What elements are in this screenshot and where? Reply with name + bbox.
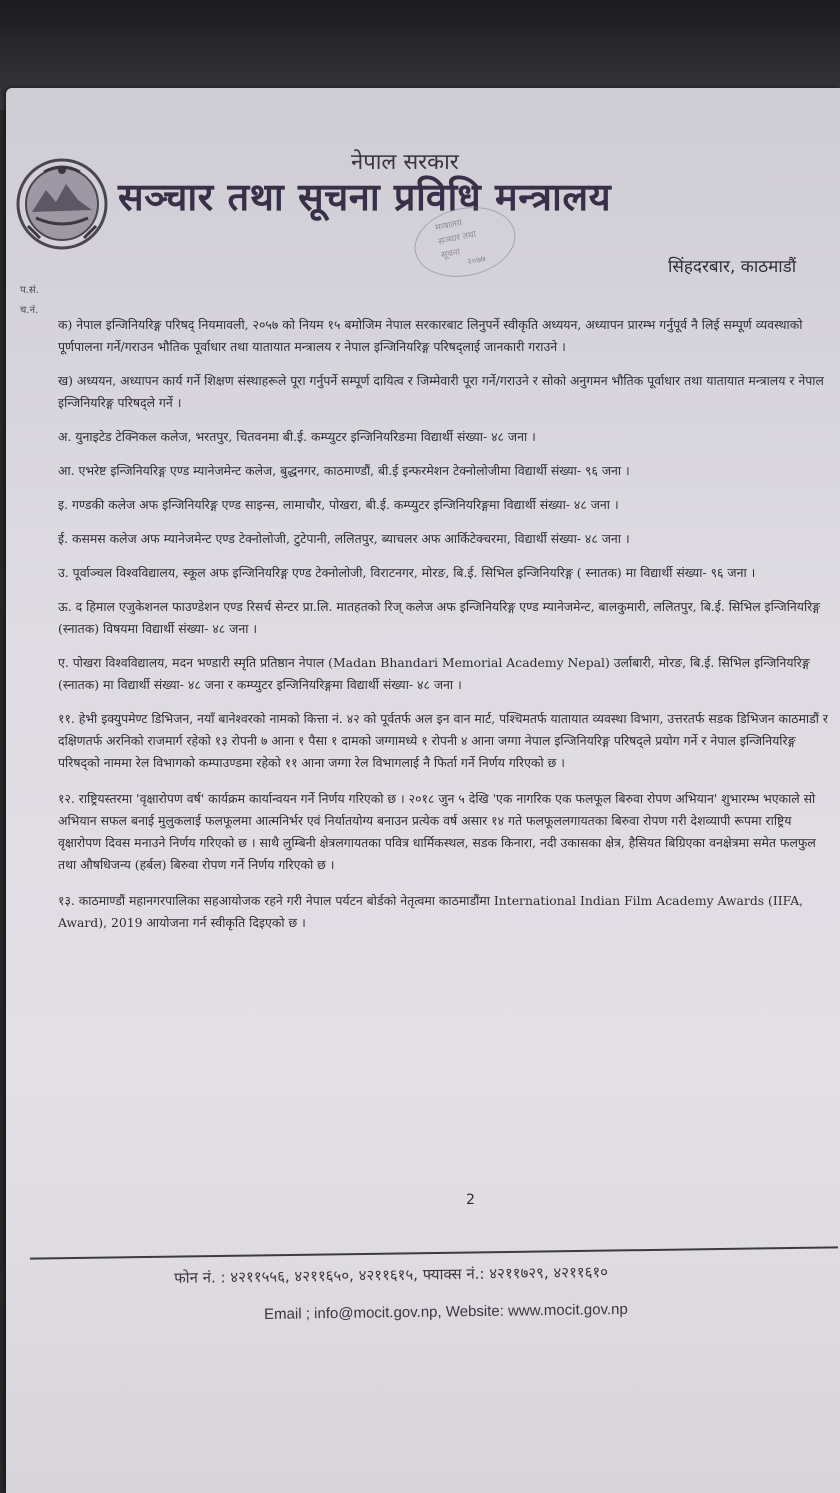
- stamp-text: मन्त्रालय: [434, 218, 464, 234]
- decision-13: १३. काठमाण्डौं महानगरपालिका सहआयोजक रहने गरी नेपाल पर्यटन बोर्डको नेतृत्वमा काठमाडौंमा International Indian Film Academy Awards (IIFA, Award), 2019 आयोजना गर्न स्वीकृति दिइएको छ ।: [58, 893, 804, 930]
- list-item-aa: आ. एभरेष्ट इन्जिनियरिङ्ग एण्ड म्यानेजमेन्ट कलेज, बुद्धनगर, काठमाण्डौं, बी.ई इन्फरमेशन टेक्नोलोजीमा विद्यार्थी संख्या- ९६ जना ।: [58, 463, 630, 478]
- decision-11: ११. हेभी इक्युपमेण्ट डिभिजन, नयाँ बानेश्वरको नामको कित्ता नं. ४२ को पूर्वतर्फ अल इन वान मार्ट, पश्चिमतर्फ यातायात व्यवस्था विभाग, उत्तरतर्फ सडक डिभिजन काठमाडौं र दक्षिणतर्फ अरनिको राजमार्ग रहेको १३ रोपनी ७ आना १ पैसा १ दामको जग्गामध्ये १ रोपनी ४ आना जग्गा नेपाल इन्जिनियरिङ्ग परिषद्ले प्रयोग गर्ने र नेपाल इन्जिनियरिङ्ग परिषद्को नाममा रेल विभागको कम्पाउण्डमा रहेको ११ आना जग्गा रेल विभागलाई नै फिर्ता गर्ने निर्णय गरिएको छ ।: [58, 711, 828, 770]
- list-item-e: ए. पोखरा विश्वविद्यालय, मदन भण्डारी स्मृति प्रतिष्ठान नेपाल (Madan Bhandari Memorial Academy Nepal) उर्लाबारी, मोरङ, बि.ई. सिभिल इन्जिनियरिङ्ग (स्नातक) मा विद्यार्थी संख्या- ४८ जना र कम्प्युटर इन्जिनियरिङ्गमा विद्यार्थी संख्या- ४८ जना ।: [58, 655, 810, 692]
- dispatch-number-label: च.नं.: [20, 305, 39, 316]
- ministry-name: सञ्चार तथा सूचना प्रविधि मन्त्रालय: [118, 175, 612, 219]
- list-item-ii: ई. कसमस कलेज अफ म्यानेजमेन्ट एण्ड टेक्नोलोजी, टुटेपानी, ललितपुर, ब्याचलर अफ आर्किटेक्चरमा, विद्यार्थी संख्या- ४८ जना ।: [58, 531, 630, 546]
- stamp-text: २०७७: [466, 254, 487, 268]
- letterhead: [6, 88, 840, 288]
- paragraph-ka: क) नेपाल इन्जिनियरिङ्ग परिषद् नियमावली, २०५७ को नियम १५ बमोजिम नेपाल सरकारबाट लिनुपर्ने स्वीकृति अध्ययन, अध्यापन प्रारम्भ गर्नुपूर्व नै लिई सम्पूर्ण व्यवस्थाको पूर्णपालना गर्ने/गराउन भौतिक पूर्वाधार तथा यातायात मन्त्रालय र नेपाल इन्जिनियरिङ्ग परिषद्लाई जानकारी गराउने ।: [58, 317, 803, 354]
- list-item-uu: ऊ. द हिमाल एजुकेशनल फाउण्डेशन एण्ड रिसर्च सेन्टर प्रा.लि. मातहतको रिज् कलेज अफ इन्जिनियरिङ्ग एण्ड म्यानेजमेन्ट, बालकुमारी, ललितपुर, बि.ई. सिभिल इन्जिनियरिङ्ग (स्नातक) विषयमा विद्यार्थी संख्या- ४८ जना ।: [58, 599, 821, 636]
- footer-email-website: Email ; info@mocit.gov.np, Website: www.mocit.gov.np: [264, 1300, 628, 1323]
- paragraph-kha: ख) अध्ययन, अध्यापन कार्य गर्ने शिक्षण संस्थाहरूले पूरा गर्नुपर्ने सम्पूर्ण दायित्व र जिम्मेवारी पूरा गर्ने/गराउने र सोको अनुगमन भौतिक पूर्वाधार तथा यातायात मन्त्रालय र नेपाल इन्जिनियरिङ्ग परिषद्ले गर्ने ।: [58, 373, 824, 410]
- page-number: 2: [466, 1192, 475, 1208]
- ministry-address: सिंहदरबार, काठमाडौं: [668, 257, 797, 277]
- nepal-emblem-icon: [14, 156, 110, 252]
- list-item-i: इ. गण्डकी कलेज अफ इन्जिनियरिङ्ग एण्ड साइन्स, लामाचौर, पोखरा, बी.ई. कम्प्युटर इन्जिनियरिङ्गमा विद्यार्थी संख्या- ४८ जना ।: [58, 497, 619, 512]
- government-name: नेपाल सरकार: [351, 150, 459, 175]
- decision-12: १२. राष्ट्रियस्तरमा 'वृक्षारोपण वर्ष' कार्यक्रम कार्यान्वयन गर्ने निर्णय गरिएको छ । २०१८ जुन ५ देखि 'एक नागरिक एक फलफूल बिरुवा रोपण अभियान' शुभारम्भ भएकाले सो अभियान सफल बनाई मुलुकलाई फलफूलमा आत्मनिर्भर एवं निर्यातयोग्य बनाउन प्रत्येक वर्ष असार १४ गते फलफूललगायतका बिरुवा रोपण गरी देशव्यापी रूपमा राष्ट्रिय वृक्षारोपण दिवस मनाउने निर्णय गरिएको छ । साथै लुम्बिनी क्षेत्रलगायतका पवित्र धार्मिकस्थल, सडक किनारा, नदी उकासका क्षेत्र, हैसियत बिग्रिएका वनक्षेत्रमा समेत फलफुल तथा औषधिजन्य (हर्बल) बिरुवा रोपण गर्ने निर्णय गरिएको छ ।: [58, 791, 816, 872]
- footer-phone-fax: फोन नं. : ४२११५५६, ४२११६५०, ४२११६१५, फ्याक्स नं.: ४२११७२९, ४२११६१०: [174, 1262, 609, 1287]
- stamp-text: सूचना: [440, 247, 462, 262]
- document-page: [6, 88, 840, 1493]
- reference-number-label: प.सं.: [20, 285, 39, 296]
- stamp-text: सञ्चार तथा: [437, 229, 478, 248]
- document-body: [58, 314, 830, 946]
- list-item-a: अ. युनाइटेड टेक्निकल कलेज, भरतपुर, चितवनमा बी.ई. कम्प्युटर इन्जिनियरिङमा विद्यार्थी संख्या- ४८ जना ।: [58, 429, 536, 444]
- footer-divider: [30, 1246, 838, 1259]
- list-item-u: उ. पूर्वाञ्चल विश्वविद्यालय, स्कूल अफ इन्जिनियरिङ्ग एण्ड टेक्नोलोजी, विराटनगर, मोरङ, बि.ई. सिभिल इन्जिनियरिङ्ग ( स्नातक) मा विद्यार्थी संख्या- ९६ जना ।: [58, 565, 756, 580]
